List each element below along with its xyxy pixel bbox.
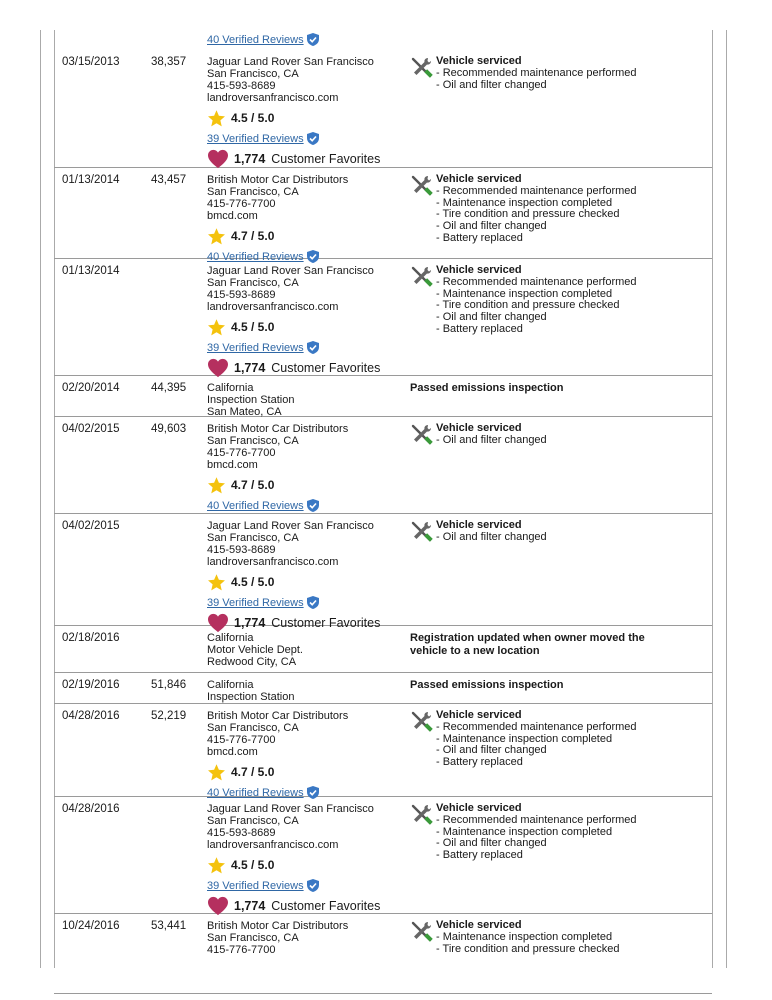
verified-reviews-link[interactable]: 40 Verified Reviews [207, 499, 304, 512]
record-date: 04/02/2015 [62, 423, 120, 435]
history-record [54, 376, 712, 417]
record-date: 04/28/2016 [62, 803, 120, 815]
rating-value: 4.5 / 5.0 [231, 858, 275, 872]
record-date: 02/18/2016 [62, 632, 120, 644]
verified-badge-icon [307, 341, 319, 354]
source-line: Motor Vehicle Dept. [207, 644, 303, 656]
star-icon [207, 573, 226, 592]
favorites-label: Customer Favorites [271, 616, 381, 630]
rating-value: 4.5 / 5.0 [231, 320, 275, 334]
history-record [54, 914, 712, 994]
source-line: landroversanfrancisco.com [207, 556, 339, 568]
record-mileage: 44,395 [151, 382, 187, 394]
verified-reviews-link[interactable]: 40 Verified Reviews [207, 250, 304, 263]
detail-item: - Oil and filter changed [436, 837, 547, 850]
source-line: British Motor Car Distributors [207, 710, 349, 722]
source-line: Jaguar Land Rover San Francisco [207, 803, 374, 815]
top-reviews [207, 33, 319, 46]
source-line: San Francisco, CA [207, 532, 299, 544]
rating-value: 4.7 / 5.0 [231, 229, 275, 243]
source-line: bmcd.com [207, 746, 258, 758]
star-icon [207, 318, 226, 337]
record-source [207, 520, 380, 633]
record-date: 01/13/2014 [62, 174, 120, 186]
detail-item: - Oil and filter changed [436, 78, 547, 91]
record-date: 04/28/2016 [62, 710, 120, 722]
rating [207, 475, 348, 495]
detail-item: - Tire condition and pressure checked [436, 208, 620, 221]
source-line: British Motor Car Distributors [207, 174, 349, 186]
record-details [410, 56, 772, 91]
favorites-count: 1,774 [234, 152, 266, 166]
record-mileage: 49,603 [151, 423, 187, 435]
favorites-label: Customer Favorites [271, 899, 381, 913]
history-record [54, 259, 712, 376]
source-line: California [207, 679, 254, 691]
wrench-screwdriver-icon [410, 56, 434, 80]
source-line: 415-593-8689 [207, 544, 276, 556]
history-record [54, 50, 712, 168]
record-mileage: 43,457 [151, 174, 187, 186]
source-line: 415-776-7700 [207, 198, 276, 210]
source-line: 415-776-7700 [207, 734, 276, 746]
record-source [207, 632, 303, 668]
favorites-label: Customer Favorites [271, 361, 381, 375]
page-border-left [40, 30, 41, 968]
record-mileage: 52,219 [151, 710, 187, 722]
record-source [207, 174, 348, 264]
verified-badge-icon [307, 879, 319, 892]
source-line: San Francisco, CA [207, 277, 299, 289]
source-line: San Francisco, CA [207, 722, 299, 734]
detail-item: - Maintenance inspection completed [436, 287, 613, 300]
wrench-screwdriver-icon [410, 520, 434, 544]
detail-title: Vehicle serviced [436, 919, 522, 931]
favorites-label: Customer Favorites [271, 152, 381, 166]
wrench-screwdriver-icon [410, 803, 434, 827]
verified-badge-icon [307, 132, 319, 145]
favorites-count: 1,774 [234, 616, 266, 630]
rating [207, 317, 380, 337]
source-line: British Motor Car Distributors [207, 920, 349, 932]
star-icon [207, 109, 226, 128]
verified-reviews-link[interactable]: 39 Verified Reviews [207, 341, 304, 354]
source-line: landroversanfrancisco.com [207, 839, 339, 851]
detail-item: - Maintenance inspection completed [436, 196, 613, 209]
record-details: Registration updated when owner moved the vehicle to a new location [410, 632, 645, 657]
history-record [54, 704, 712, 797]
record-date: 01/13/2014 [62, 265, 120, 277]
detail-item: - Maintenance inspection completed [436, 825, 613, 838]
reviews [207, 498, 348, 513]
verified-reviews-link[interactable]: 39 Verified Reviews [207, 879, 304, 892]
detail-item: - Battery replaced [436, 849, 523, 862]
history-record [54, 514, 712, 630]
source-line: Inspection Station [207, 394, 295, 406]
source-line: San Francisco, CA [207, 435, 299, 447]
detail-item: - Oil and filter changed [436, 530, 547, 543]
wrench-screwdriver-icon [410, 423, 434, 447]
verified-reviews-link[interactable]: 39 Verified Reviews [207, 132, 304, 145]
record-details [410, 265, 772, 336]
rating [207, 855, 380, 875]
wrench-screwdriver-icon [410, 265, 434, 289]
detail-title: Vehicle serviced [436, 422, 522, 434]
heart-icon [207, 896, 229, 916]
record-source [207, 803, 380, 916]
source-line: landroversanfrancisco.com [207, 92, 339, 104]
wrench-screwdriver-icon [410, 710, 434, 734]
detail-item: - Recommended maintenance performed [436, 720, 637, 733]
verified-reviews-link[interactable]: 40 Verified Reviews [207, 786, 304, 799]
source-line: Jaguar Land Rover San Francisco [207, 265, 374, 277]
source-line: 415-776-7700 [207, 447, 276, 459]
heart-icon [207, 149, 229, 169]
detail-item: - Battery replaced [436, 322, 523, 335]
record-details [410, 174, 772, 245]
record-source [207, 710, 348, 800]
detail-item: - Oil and filter changed [436, 220, 547, 233]
source-line: 415-593-8689 [207, 80, 276, 92]
verified-reviews-link[interactable]: 39 Verified Reviews [207, 596, 304, 609]
detail-item: - Maintenance inspection completed [436, 930, 613, 943]
record-details: Passed emissions inspection [410, 679, 564, 691]
record-date: 02/19/2016 [62, 679, 120, 691]
customer-favorites [207, 149, 380, 169]
detail-title: Vehicle serviced [436, 802, 522, 814]
favorites-count: 1,774 [234, 899, 266, 913]
record-details [410, 803, 772, 862]
record-date: 10/24/2016 [62, 920, 120, 932]
favorites-count: 1,774 [234, 361, 266, 375]
source-line: San Francisco, CA [207, 815, 299, 827]
star-icon [207, 856, 226, 875]
source-line: Jaguar Land Rover San Francisco [207, 56, 374, 68]
rating-value: 4.7 / 5.0 [231, 765, 275, 779]
rating [207, 108, 380, 128]
verified-badge-icon [307, 596, 319, 609]
source-line: San Francisco, CA [207, 68, 299, 80]
source-line: Jaguar Land Rover San Francisco [207, 520, 374, 532]
verified-badge-icon [307, 33, 319, 46]
rating [207, 572, 380, 592]
source-line: Inspection Station [207, 691, 295, 703]
record-source [207, 679, 294, 703]
customer-favorites [207, 896, 380, 916]
record-source [207, 265, 380, 378]
detail-title: Vehicle serviced [436, 173, 522, 185]
reviews [207, 878, 380, 893]
record-mileage: 51,846 [151, 679, 187, 691]
wrench-screwdriver-icon [410, 174, 434, 198]
detail-item: - Recommended maintenance performed [436, 813, 637, 826]
record-details [410, 710, 772, 769]
detail-item: - Tire condition and pressure checked [436, 942, 620, 955]
record-details: Passed emissions inspection [410, 382, 564, 394]
detail-item: - Tire condition and pressure checked [436, 299, 620, 312]
record-details [410, 423, 772, 447]
detail-item: - Oil and filter changed [436, 433, 547, 446]
source-line: bmcd.com [207, 459, 258, 471]
source-line: bmcd.com [207, 210, 258, 222]
record-date: 04/02/2015 [62, 520, 120, 532]
source-line: San Francisco, CA [207, 186, 299, 198]
rating-value: 4.7 / 5.0 [231, 478, 275, 492]
source-line: 415-593-8689 [207, 289, 276, 301]
record-details [410, 920, 772, 955]
reviews [207, 340, 380, 355]
record-date: 03/15/2013 [62, 56, 120, 68]
source-line: San Francisco, CA [207, 932, 299, 944]
detail-title: Vehicle serviced [436, 264, 522, 276]
record-mileage: 53,441 [151, 920, 187, 932]
heart-icon [207, 358, 229, 378]
detail-item: - Oil and filter changed [436, 744, 547, 757]
source-line: San Mateo, CA [207, 406, 282, 418]
verified-badge-icon [307, 499, 319, 512]
detail-item: - Oil and filter changed [436, 311, 547, 324]
source-line: California [207, 382, 254, 394]
wrench-screwdriver-icon [410, 920, 434, 944]
history-record [54, 417, 712, 514]
source-line: California [207, 632, 254, 644]
detail-item: - Recommended maintenance performed [436, 66, 637, 79]
record-source [207, 382, 294, 418]
rating [207, 226, 348, 246]
detail-item: - Recommended maintenance performed [436, 184, 637, 197]
history-record [54, 168, 712, 263]
record-details [410, 520, 772, 544]
history-record [54, 626, 712, 673]
record-date: 02/20/2014 [62, 382, 120, 394]
source-line: 415-593-8689 [207, 827, 276, 839]
source-line: landroversanfrancisco.com [207, 301, 339, 313]
record-source [207, 423, 348, 513]
source-line: 415-776-7700 [207, 944, 276, 956]
source-line: Redwood City, CA [207, 656, 297, 668]
detail-item: - Battery replaced [436, 231, 523, 244]
rating [207, 762, 348, 782]
source-line: British Motor Car Distributors [207, 423, 349, 435]
star-icon [207, 763, 226, 782]
star-icon [207, 227, 226, 246]
detail-title: Vehicle serviced [436, 519, 522, 531]
reviews [207, 595, 380, 610]
rating-value: 4.5 / 5.0 [231, 111, 275, 125]
history-record [54, 673, 712, 704]
verified-reviews-link[interactable]: 40 Verified Reviews [207, 33, 304, 46]
detail-item: - Battery replaced [436, 756, 523, 769]
record-source [207, 56, 380, 169]
reviews [207, 131, 380, 146]
detail-item: - Maintenance inspection completed [436, 732, 613, 745]
customer-favorites [207, 358, 380, 378]
record-mileage: 38,357 [151, 56, 187, 68]
star-icon [207, 476, 226, 495]
detail-title: Vehicle serviced [436, 709, 522, 721]
detail-title: Vehicle serviced [436, 55, 522, 67]
rating-value: 4.5 / 5.0 [231, 575, 275, 589]
record-source [207, 920, 348, 956]
detail-item: - Recommended maintenance performed [436, 275, 637, 288]
history-record [54, 797, 712, 914]
